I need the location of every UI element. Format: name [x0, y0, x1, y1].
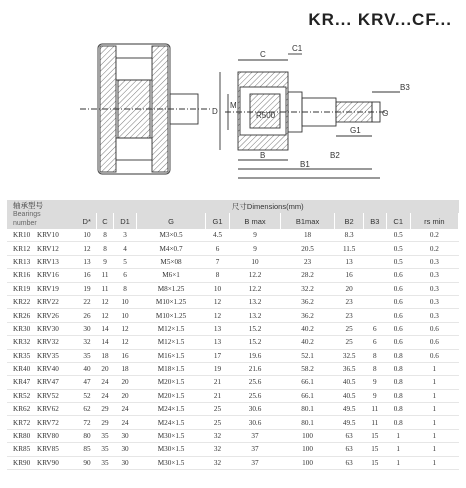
label-B: B: [260, 151, 266, 160]
dimension-cell: 63: [345, 445, 353, 454]
dimension-cell: 58.2: [301, 365, 314, 374]
bearing-number-cell: KR12: [13, 244, 31, 253]
dimension-cell: 9: [372, 378, 377, 387]
dimension-cell: M20×1.5: [157, 378, 185, 387]
bearing-number-cell: KR10: [13, 231, 31, 240]
dimension-cell: 80: [83, 432, 91, 441]
dimension-cell: 4.5: [213, 231, 222, 240]
dimension-cell: 23: [345, 298, 353, 307]
table-row: [7, 416, 459, 429]
dimension-cell: 12: [101, 298, 109, 307]
dimension-cell: 1: [432, 378, 437, 387]
dimension-cell: 12: [121, 324, 129, 333]
bearing-number-cell: KR62: [13, 405, 31, 414]
dimensions-group-header: 尺寸Dimensions(mm): [77, 200, 459, 213]
bearing-number-cell: KR52: [13, 391, 31, 400]
dimension-cell: 9: [103, 257, 107, 266]
col-header: G1: [205, 213, 230, 229]
dimension-cell: 40.5: [342, 378, 356, 387]
dimension-cell: M12×1.5: [157, 324, 185, 333]
dimension-cell: M20×1.5: [157, 391, 185, 400]
dimension-cell: 24: [101, 391, 109, 400]
dimension-cell: 13.2: [248, 298, 262, 307]
dimension-cell: 25.6: [248, 391, 262, 400]
dimension-cell: 13: [213, 324, 222, 333]
dimension-cell: 17: [213, 351, 222, 360]
dimension-cell: 90: [83, 458, 91, 467]
dimension-cell: 37: [251, 458, 259, 467]
dimension-cell: 11: [371, 418, 379, 427]
dimension-cell: 10: [83, 231, 91, 240]
dimension-cell: 1: [432, 458, 437, 467]
dimension-cell: 21: [213, 378, 222, 387]
bearing-number-cell: KRV80: [37, 432, 59, 441]
bearing-number-cell: KR40: [13, 365, 31, 374]
dimension-cell: M5×08: [160, 257, 182, 266]
dimension-cell: 35: [101, 458, 109, 467]
dimension-cell: 32: [213, 458, 222, 467]
side-view: [80, 44, 210, 174]
bearing-number-cell: KR47: [13, 378, 31, 387]
dimension-cell: M30×1.5: [157, 445, 185, 454]
bearing-number-cell: KR80: [13, 432, 31, 441]
dimension-cell: 37: [251, 445, 259, 454]
dimension-cell: 13: [83, 257, 91, 266]
dimension-cell: 40: [83, 365, 91, 374]
bearing-number-cell: KR90: [13, 458, 31, 467]
table-row: [7, 403, 459, 416]
label-M: M: [230, 101, 237, 110]
dimension-cell: [363, 229, 386, 242]
dimension-cell: 0.8: [393, 391, 403, 400]
dimension-cell: 1: [432, 432, 437, 441]
dimension-cell: 8.3: [344, 231, 354, 240]
dimension-cell: [363, 282, 386, 295]
table-row: [7, 362, 459, 375]
dimension-cell: 36.5: [342, 365, 356, 374]
dimension-cell: 13.2: [248, 311, 262, 320]
dimension-cell: 23: [345, 311, 353, 320]
dimension-cell: 29: [101, 405, 109, 414]
bearing-number-cell: KRV32: [37, 338, 59, 347]
col-header: rs min: [410, 213, 458, 229]
dimension-cell: 16: [345, 271, 353, 280]
bearing-number-cell: KRV16: [37, 271, 59, 280]
dimensions-table: [7, 200, 459, 470]
col-header: B max: [230, 213, 280, 229]
dimension-cell: [363, 309, 386, 322]
dimension-cell: 1: [432, 365, 437, 374]
table-row: [7, 349, 459, 362]
dimension-cell: 0.8: [393, 405, 403, 414]
col-header: B2: [335, 213, 363, 229]
dimension-cell: 19.6: [248, 351, 262, 360]
dimension-cell: 10: [121, 298, 129, 307]
dimension-cell: 22: [83, 298, 91, 307]
dimension-cell: 1: [432, 405, 437, 414]
dimension-cell: 24: [121, 405, 129, 414]
dimension-cell: M10×1.25: [155, 311, 187, 320]
dimension-cell: 35: [101, 445, 109, 454]
dimension-cell: 0.2: [429, 244, 439, 253]
bearing-number-cell: KRV35: [37, 351, 59, 360]
dimension-cell: 12: [101, 311, 109, 320]
dimension-cell: 8: [372, 351, 377, 360]
dimension-cell: 0.8: [393, 418, 403, 427]
label-C1: C1: [292, 44, 303, 53]
bearing-number-cell: KR32: [13, 338, 31, 347]
dimension-cell: 32.2: [301, 284, 314, 293]
col-header: G: [137, 213, 205, 229]
dimension-cell: 0.6: [429, 351, 439, 360]
page-title: KR... KRV...CF...: [308, 10, 452, 29]
label-G1: G1: [350, 126, 361, 135]
dimension-cell: 6: [215, 244, 220, 253]
dimension-cell: 66.1: [301, 391, 314, 400]
bearing-number-cell: KRV12: [37, 244, 59, 253]
dimension-cell: 15.2: [248, 324, 262, 333]
table-row: [7, 456, 459, 469]
table-row: [7, 269, 459, 282]
dimension-cell: 0.6: [429, 324, 439, 333]
dimension-cell: 8: [103, 244, 107, 253]
dimension-cell: 52.1: [301, 351, 314, 360]
dimension-cell: 30: [121, 458, 129, 467]
dimension-cell: 19: [213, 365, 222, 374]
bearing-number-cell: KRV19: [37, 284, 59, 293]
col-header: C: [97, 213, 113, 229]
dimension-cell: 0.6: [429, 338, 439, 347]
bearing-number-cell: KR19: [13, 284, 31, 293]
bearing-number-cell: KR13: [13, 257, 31, 266]
dimension-cell: 0.5: [393, 244, 403, 253]
dimension-cell: 0.3: [429, 271, 439, 280]
table-row: [7, 443, 459, 456]
dimension-cell: [363, 242, 386, 255]
dimension-cell: 1: [432, 418, 437, 427]
dimension-cell: 26: [83, 311, 91, 320]
bearing-number-cell: KR22: [13, 298, 31, 307]
dimension-cell: 20.5: [301, 244, 314, 253]
dimension-cell: 29: [101, 418, 109, 427]
bearing-drawing: [60, 32, 440, 192]
dimension-cell: 100: [302, 445, 313, 454]
table-row: [7, 389, 459, 402]
dimension-cell: 37: [251, 432, 259, 441]
dimension-cell: M16×1.5: [157, 351, 185, 360]
dimension-cell: 25: [345, 338, 353, 347]
dimension-cell: 1: [396, 458, 400, 467]
dimension-cell: 16: [83, 271, 91, 280]
dimension-cell: 0.6: [393, 271, 403, 280]
dimension-cell: 20: [101, 365, 109, 374]
dimension-cell: 72: [83, 418, 91, 427]
dimension-cell: 0.6: [393, 298, 403, 307]
dimension-cell: M24×1.5: [157, 405, 185, 414]
dimension-cell: 28.2: [301, 271, 314, 280]
dimension-cell: 0.3: [429, 311, 439, 320]
dimension-cell: 40.2: [301, 324, 314, 333]
dimension-cell: 0.6: [393, 311, 403, 320]
bearing-number-cell: KR85: [13, 445, 31, 454]
dimension-cell: 11: [101, 284, 109, 293]
table-row: [7, 229, 459, 242]
dimension-cell: 80.1: [301, 418, 314, 427]
bearings-header-en2: number: [13, 220, 37, 227]
dimension-cell: 24: [101, 378, 109, 387]
dimension-cell: 40.5: [342, 391, 356, 400]
table-row: [7, 429, 459, 442]
dimension-cell: M12×1.5: [157, 338, 185, 347]
dimension-cell: 20: [345, 284, 353, 293]
dimension-cell: 0.8: [393, 378, 403, 387]
dimension-cell: 30.6: [248, 405, 262, 414]
dimension-cell: 30: [121, 445, 129, 454]
dimension-cell: 12: [213, 298, 222, 307]
dimension-cell: 0.6: [393, 338, 403, 347]
dimension-cell: M18×1.5: [157, 365, 185, 374]
dimension-cell: 0.5: [393, 231, 403, 240]
bearings-header-cn: 轴承型号: [13, 201, 43, 210]
dimension-cell: M4×0.7: [159, 244, 183, 253]
dimension-cell: 18: [303, 231, 312, 240]
dimension-cell: 8: [372, 365, 377, 374]
dimension-cell: 32: [213, 432, 222, 441]
table-row: [7, 309, 459, 322]
dimension-cell: 10: [121, 311, 129, 320]
dimension-cell: 49.5: [342, 418, 356, 427]
dimension-cell: 25: [213, 418, 222, 427]
dimension-cell: 63: [345, 458, 353, 467]
bearings-header: [7, 200, 77, 229]
dimension-cell: 15: [371, 458, 379, 467]
dimension-cell: 16: [121, 351, 129, 360]
dimension-cell: 40.2: [301, 338, 314, 347]
table-row: [7, 322, 459, 335]
label-B3: B3: [400, 83, 410, 92]
table-row: [7, 242, 459, 255]
dimension-cell: 12.2: [248, 284, 262, 293]
label-G: G: [382, 109, 389, 118]
bearing-number-cell: KRV72: [37, 418, 59, 427]
dimension-cell: 1: [396, 445, 400, 454]
bearing-number-cell: KRV90: [37, 458, 59, 467]
label-D: D: [212, 107, 218, 116]
dimension-cell: 8: [123, 284, 127, 293]
dimension-cell: 21: [213, 391, 222, 400]
bearings-header-en1: Bearings: [13, 211, 41, 218]
bearing-number-cell: KRV22: [37, 298, 59, 307]
dimension-cell: 23: [303, 257, 312, 266]
bearing-number-cell: KRV26: [37, 311, 59, 320]
dimension-cell: 11.5: [342, 244, 356, 253]
dimension-cell: 6: [372, 338, 377, 347]
dimension-cell: 66.1: [301, 378, 314, 387]
table-row: [7, 255, 459, 268]
dimension-cell: 5: [123, 257, 127, 266]
bearing-number-cell: KRV10: [37, 231, 59, 240]
table-row: [7, 282, 459, 295]
dimension-cell: 100: [302, 432, 313, 441]
dimension-cell: 0.8: [393, 351, 403, 360]
dimension-cell: 13: [213, 338, 222, 347]
dimension-cell: 12.2: [248, 271, 262, 280]
dimension-cell: 0.2: [429, 231, 439, 240]
dimension-cell: 18: [101, 351, 109, 360]
dimension-cell: M10×1.25: [155, 298, 187, 307]
dimension-cell: 1: [432, 391, 437, 400]
dimension-cell: 47: [83, 378, 91, 387]
dimension-cell: M24×1.5: [157, 418, 185, 427]
dimension-cell: 10: [213, 284, 222, 293]
dimension-cell: 32.5: [342, 351, 356, 360]
dimension-cell: M8×1.25: [157, 284, 185, 293]
dimension-cell: 0.6: [393, 324, 403, 333]
bearing-number-cell: KR26: [13, 311, 31, 320]
section-view: [220, 54, 400, 178]
bearing-number-cell: KR30: [13, 324, 31, 333]
dimension-cell: 20: [121, 391, 129, 400]
dimension-cell: 0.8: [393, 365, 403, 374]
dimension-cell: 11: [371, 405, 379, 414]
bearing-number-cell: KRV85: [37, 445, 59, 454]
dimension-cell: 62: [83, 405, 91, 414]
dimension-cell: 9: [253, 244, 257, 253]
dimension-cell: 0.6: [393, 284, 403, 293]
dimension-cell: M30×1.5: [157, 432, 185, 441]
dimension-cell: 21.6: [248, 365, 262, 374]
dimension-cell: 18: [121, 365, 129, 374]
dimension-cell: 3: [123, 231, 127, 240]
dimension-cell: 8: [103, 231, 107, 240]
col-header: D*: [77, 213, 97, 229]
dimension-cell: 11: [101, 271, 109, 280]
col-header: B1max: [280, 213, 335, 229]
dimension-cell: 49.5: [342, 405, 356, 414]
dimension-cell: 6: [123, 271, 127, 280]
dimension-cell: 1: [432, 445, 437, 454]
dimension-cell: 0.3: [429, 257, 439, 266]
dimension-cell: 35: [83, 351, 91, 360]
dimension-cell: 63: [345, 432, 353, 441]
dimension-cell: 1: [396, 432, 400, 441]
dimension-cell: 13: [345, 257, 353, 266]
dimension-cell: 12: [213, 311, 222, 320]
dimension-cell: 32: [83, 338, 91, 347]
col-header: B3: [363, 213, 386, 229]
col-header: C1: [386, 213, 410, 229]
bearing-number-cell: KR35: [13, 351, 31, 360]
dimension-cell: [363, 255, 386, 268]
dimension-cell: 4: [123, 244, 127, 253]
dimension-cell: M6×1: [162, 271, 180, 280]
dimension-cell: 36.2: [301, 311, 314, 320]
dimension-cell: 24: [121, 418, 129, 427]
dimension-cell: 100: [302, 458, 313, 467]
label-C: C: [260, 50, 266, 59]
dimension-cell: 15: [371, 445, 379, 454]
table-row: [7, 295, 459, 308]
dimension-cell: 30: [83, 324, 91, 333]
dimension-cell: 15: [371, 432, 379, 441]
bearing-number-cell: KRV13: [37, 257, 59, 266]
bearing-number-cell: KRV40: [37, 365, 59, 374]
dimension-cell: 25.6: [248, 378, 262, 387]
bearing-number-cell: KRV47: [37, 378, 59, 387]
dimension-cell: 0.3: [429, 284, 439, 293]
dimension-cell: 36.2: [301, 298, 314, 307]
dimension-cell: 15.2: [248, 338, 262, 347]
dimension-cell: 30.6: [248, 418, 262, 427]
dimension-cell: 8: [215, 271, 220, 280]
bearing-number-cell: KR72: [13, 418, 31, 427]
bearing-number-cell: KRV62: [37, 405, 59, 414]
dimension-cell: 9: [253, 231, 257, 240]
dimension-cell: 85: [83, 445, 91, 454]
dimension-cell: 19: [83, 284, 91, 293]
dimension-cell: 12: [83, 244, 91, 253]
bearing-number-cell: KR16: [13, 271, 31, 280]
dimension-cell: 52: [83, 391, 91, 400]
dimension-cell: 0.5: [393, 257, 403, 266]
label-B2: B2: [330, 151, 340, 160]
dimension-cell: 7: [215, 257, 220, 266]
dimension-cell: M30×1.5: [157, 458, 185, 467]
dimension-cell: 6: [372, 324, 377, 333]
dimension-cell: [363, 269, 386, 282]
dimension-cell: 0.3: [429, 298, 439, 307]
dimension-cell: 80.1: [301, 405, 314, 414]
bearing-number-cell: KRV52: [37, 391, 59, 400]
dimension-cell: 25: [345, 324, 353, 333]
table-row: [7, 376, 459, 389]
dimension-cell: 12: [121, 338, 129, 347]
dimension-cell: 14: [101, 338, 109, 347]
dimension-cell: M3×0.5: [159, 231, 183, 240]
bearing-number-cell: KRV30: [37, 324, 59, 333]
label-R500: R500: [256, 111, 276, 120]
dimension-cell: 25: [213, 405, 222, 414]
dimension-cell: 30: [121, 432, 129, 441]
dimension-cell: 32: [213, 445, 222, 454]
dimension-cell: 10: [251, 257, 259, 266]
col-header: D1: [113, 213, 137, 229]
table-row: [7, 336, 459, 349]
dimension-cell: [363, 295, 386, 308]
dimension-cell: 14: [101, 324, 109, 333]
dimension-cell: 9: [372, 391, 377, 400]
dimension-cell: 20: [121, 378, 129, 387]
dimension-cell: 35: [101, 432, 109, 441]
label-B1: B1: [300, 160, 310, 169]
